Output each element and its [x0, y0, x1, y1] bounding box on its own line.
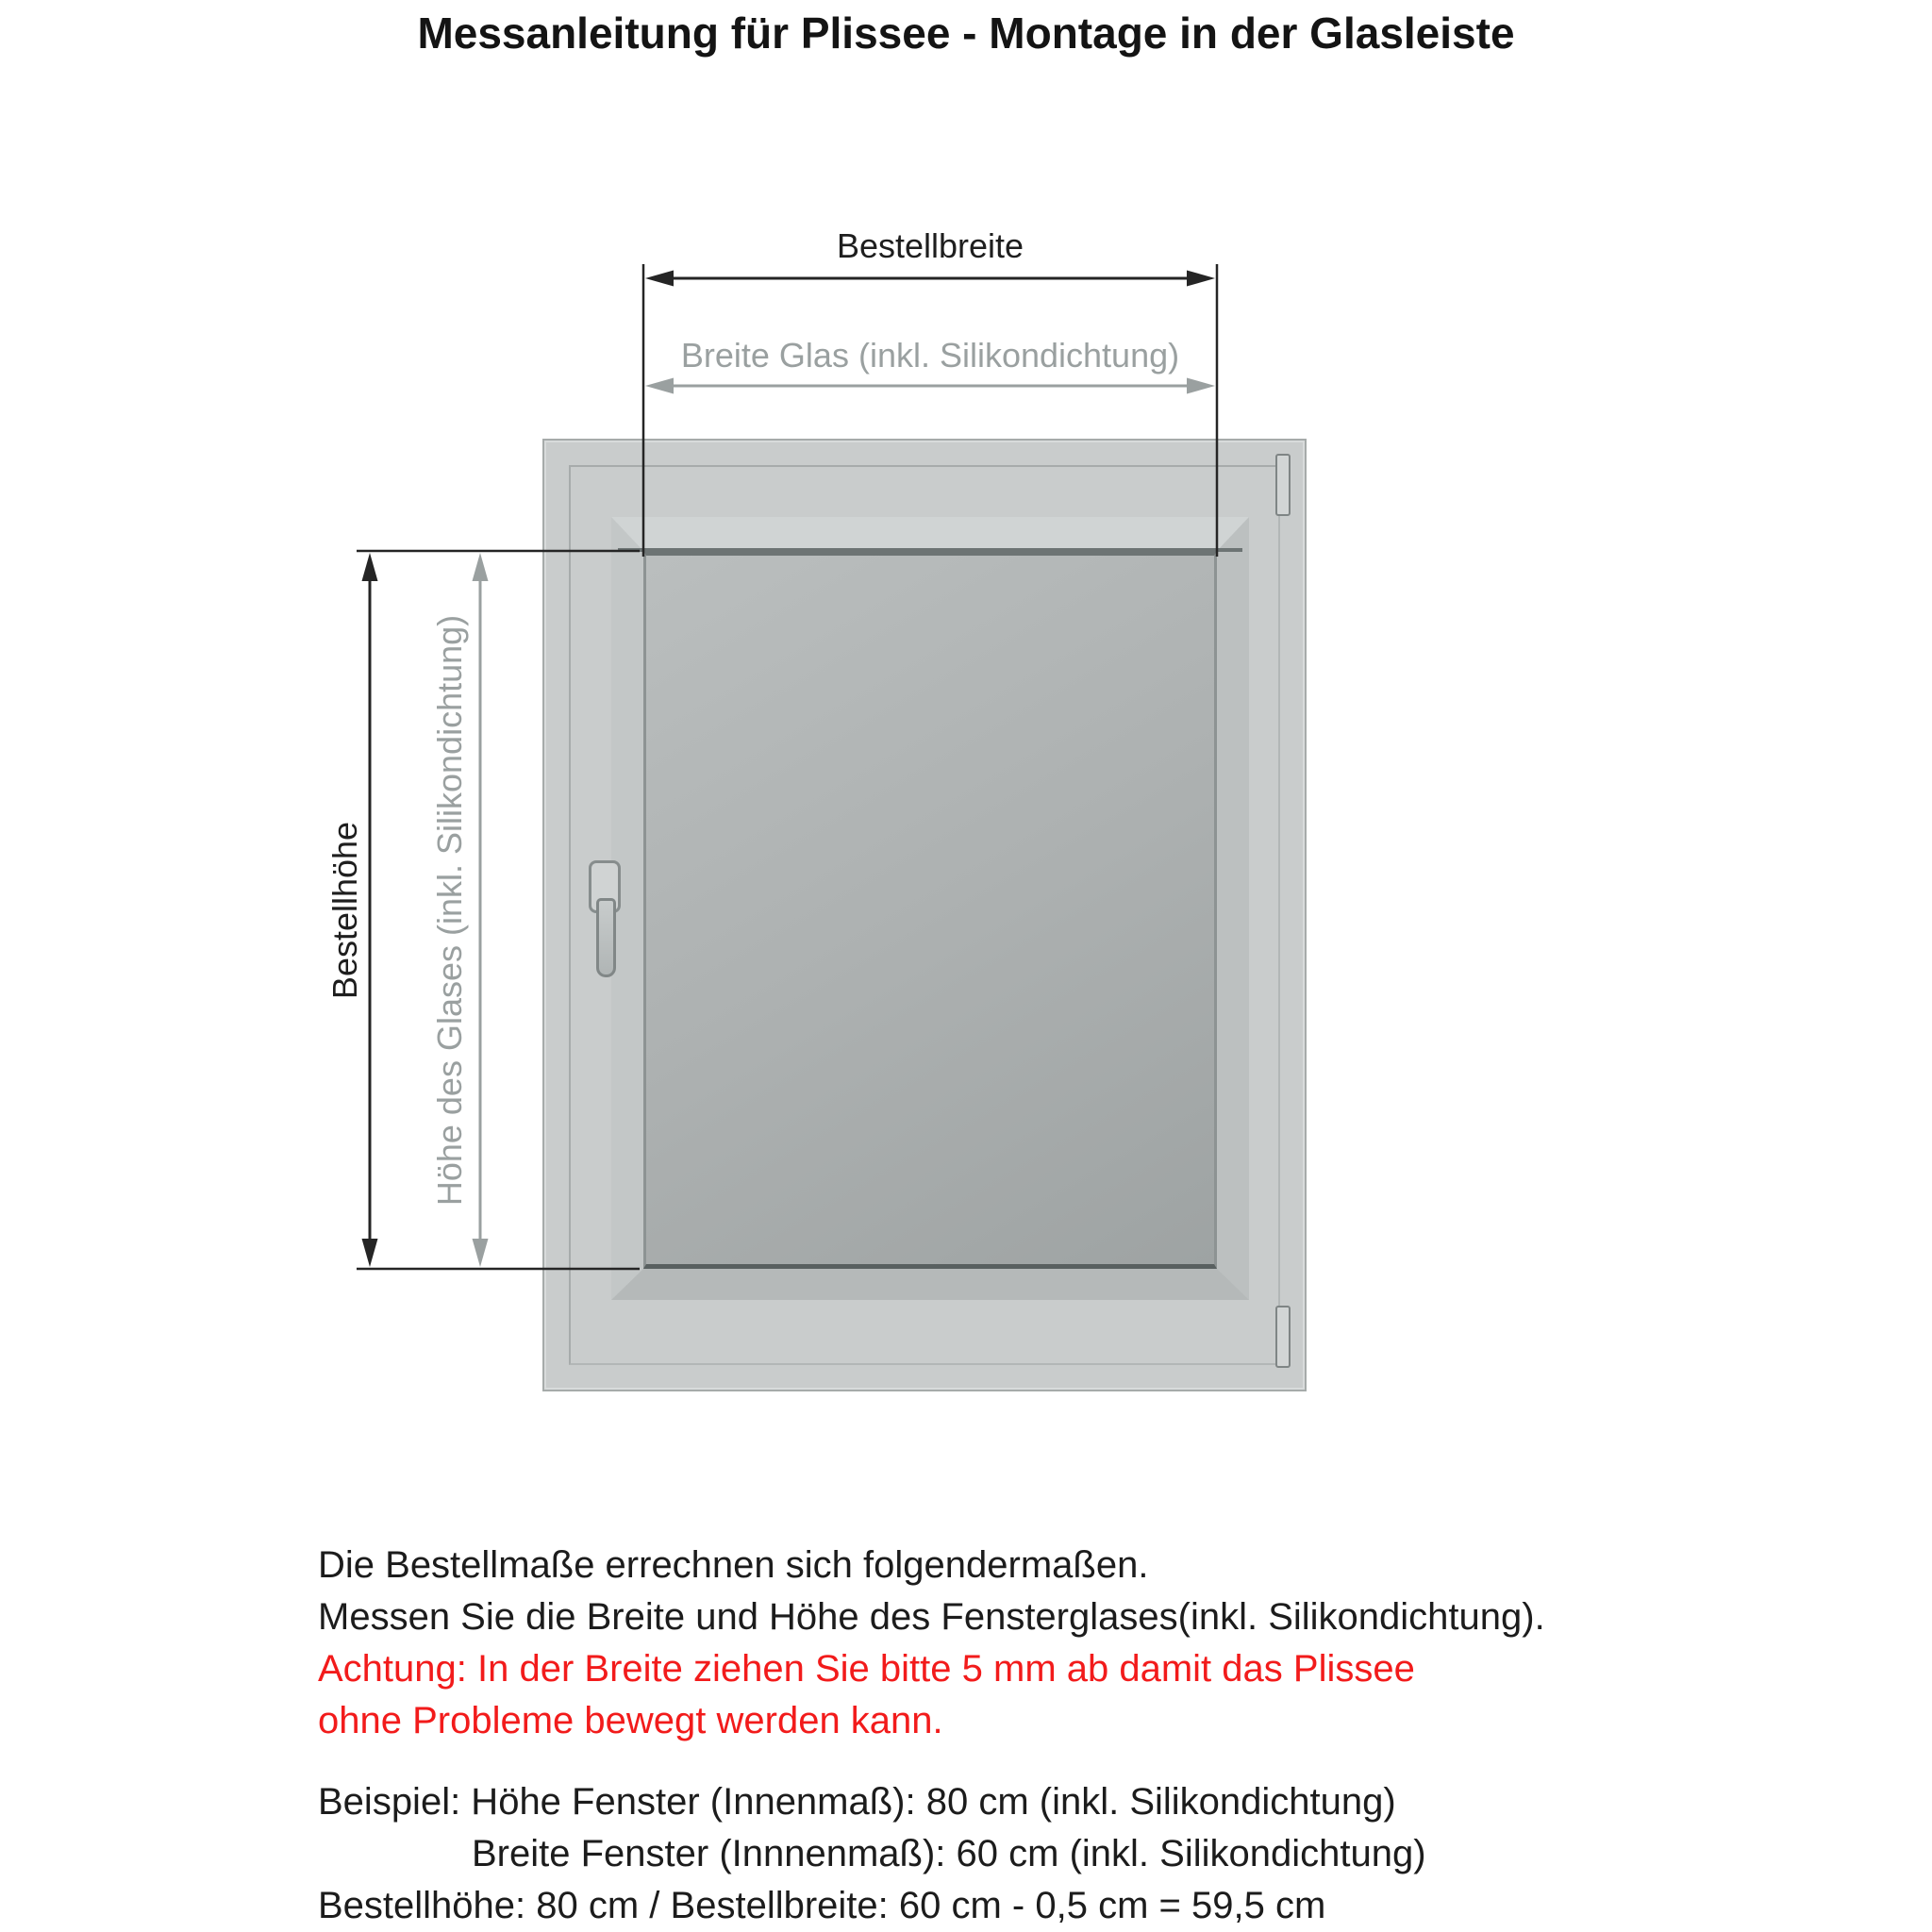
arrowhead-right-icon	[1187, 378, 1215, 394]
warning-line-1: Achtung: In der Breite ziehen Sie bitte 5 mm ab damit das Plissee	[318, 1648, 1415, 1690]
example-line-3: Bestellhöhe: 80 cm / Bestellbreite: 60 cm - 0,5 cm = 59,5 cm	[318, 1885, 1326, 1926]
extension-lines	[357, 264, 1217, 1269]
glass-width-dimension	[645, 378, 1215, 394]
arrowhead-left-icon	[645, 271, 674, 287]
text-spacer	[318, 1747, 1733, 1776]
instruction-text-block	[318, 1540, 1733, 1932]
dim-label-order-width: Bestellbreite	[836, 226, 1024, 265]
instruction-line-intro-1: Die Bestellmaße errechnen sich folgendermaßen.	[318, 1544, 1149, 1586]
arrowhead-up-icon	[362, 553, 378, 581]
example-line-1: Beispiel: Höhe Fenster (Innenmaß): 80 cm (inkl. Silikondichtung)	[318, 1781, 1396, 1823]
arrowhead-down-icon	[473, 1239, 489, 1267]
instruction-line-intro-2: Messen Sie die Breite und Höhe des Fensterglases(inkl. Silikondichtung).	[318, 1596, 1545, 1638]
glass-height-dimension	[473, 553, 489, 1267]
arrowhead-down-icon	[362, 1239, 378, 1267]
dim-label-glass-height: Höhe des Glases (inkl. Silikondichtung)	[430, 614, 469, 1207]
arrowhead-right-icon	[1187, 271, 1215, 287]
arrowhead-left-icon	[645, 378, 674, 394]
arrowhead-up-icon	[473, 553, 489, 581]
warning-line-2: ohne Probleme bewegt werden kann.	[318, 1700, 943, 1741]
dim-label-glass-width: Breite Glas (inkl. Silikondichtung)	[680, 336, 1180, 375]
example-line-2: Breite Fenster (Innnenmaß): 60 cm (inkl. Silikondichtung)	[472, 1833, 1426, 1874]
order-width-dimension	[645, 271, 1215, 287]
dim-label-order-height: Bestellhöhe	[325, 821, 364, 1000]
page-title: Messanleitung für Plissee - Montage in der Glasleiste	[417, 8, 1515, 58]
